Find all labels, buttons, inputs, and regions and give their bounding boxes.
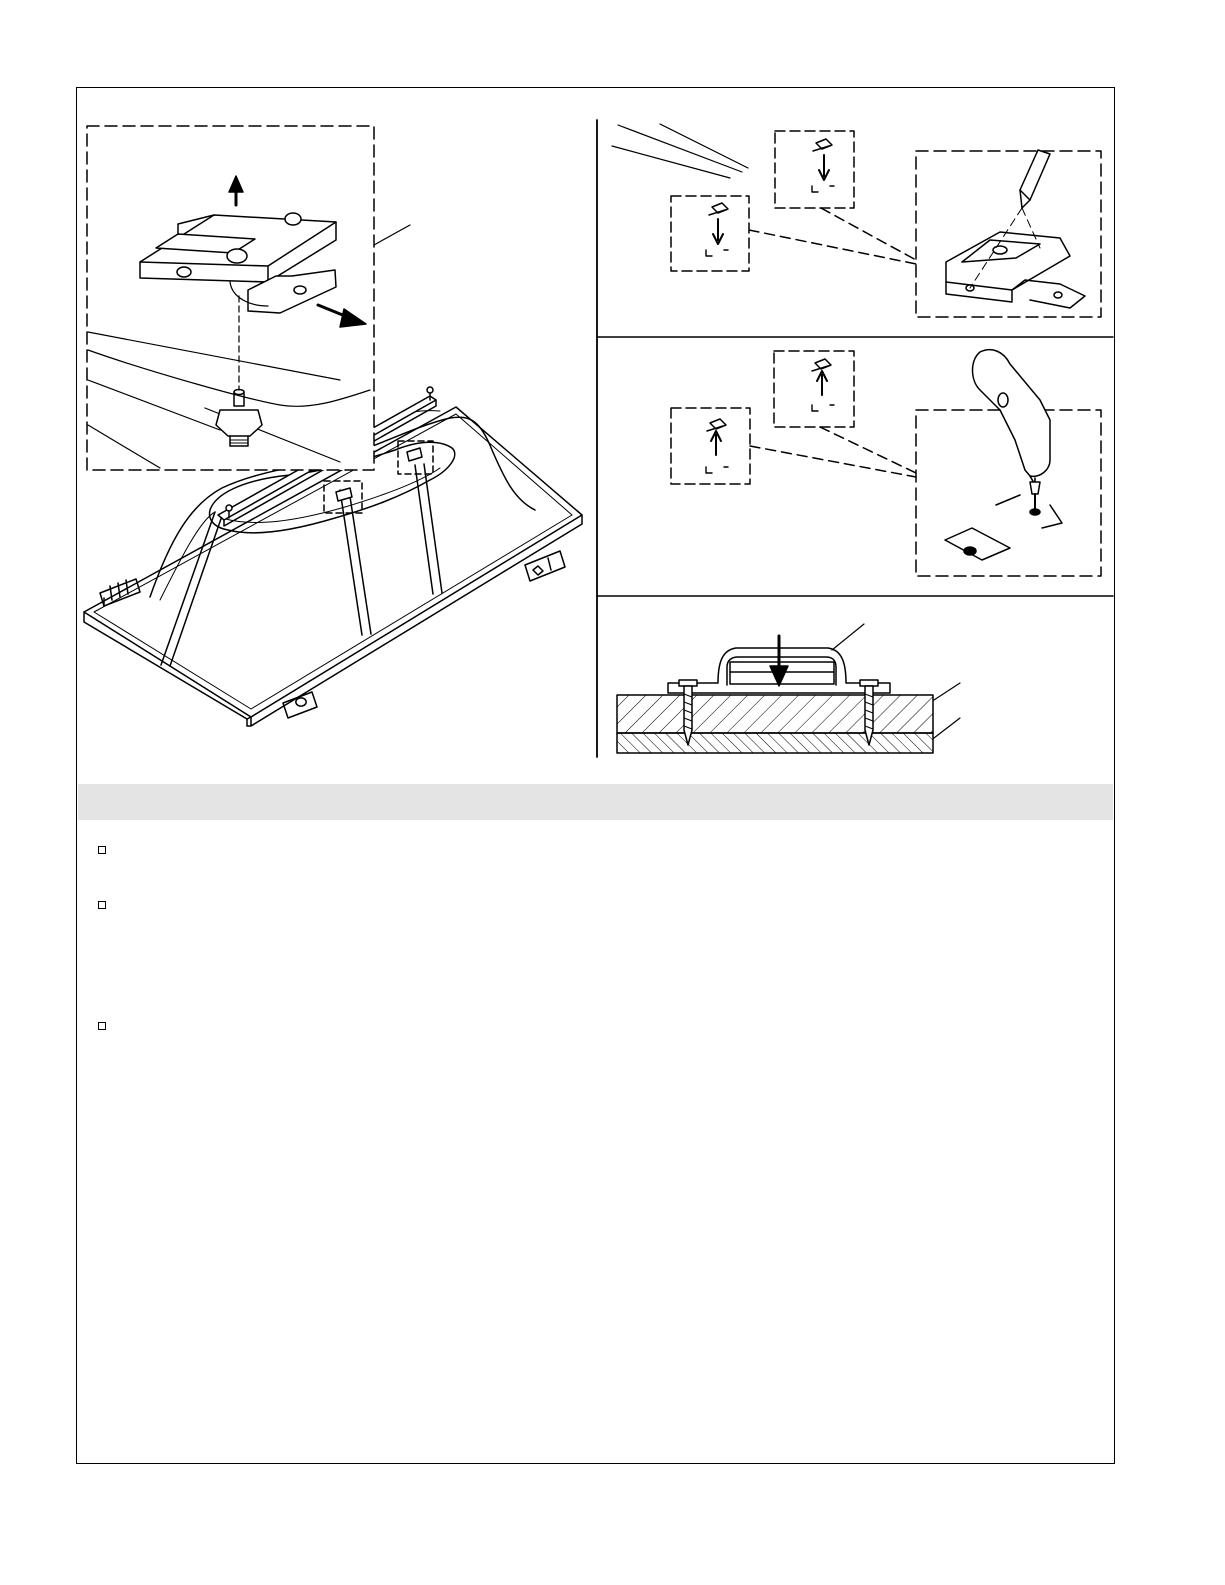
drill-holes-panel [671, 350, 1101, 576]
checklist-item [98, 898, 118, 909]
checkbox-icon[interactable] [98, 901, 106, 909]
checklist-item [98, 843, 118, 854]
cross-section-panel [617, 624, 960, 753]
checkbox-icon[interactable] [98, 1022, 106, 1030]
mark-holes-panel [612, 124, 1101, 317]
checkbox-icon[interactable] [98, 846, 106, 854]
installation-illustration [0, 0, 1225, 790]
checklist-item [98, 1019, 118, 1030]
bracket-removal-detail [87, 126, 374, 470]
section-header-bar [78, 784, 1113, 820]
